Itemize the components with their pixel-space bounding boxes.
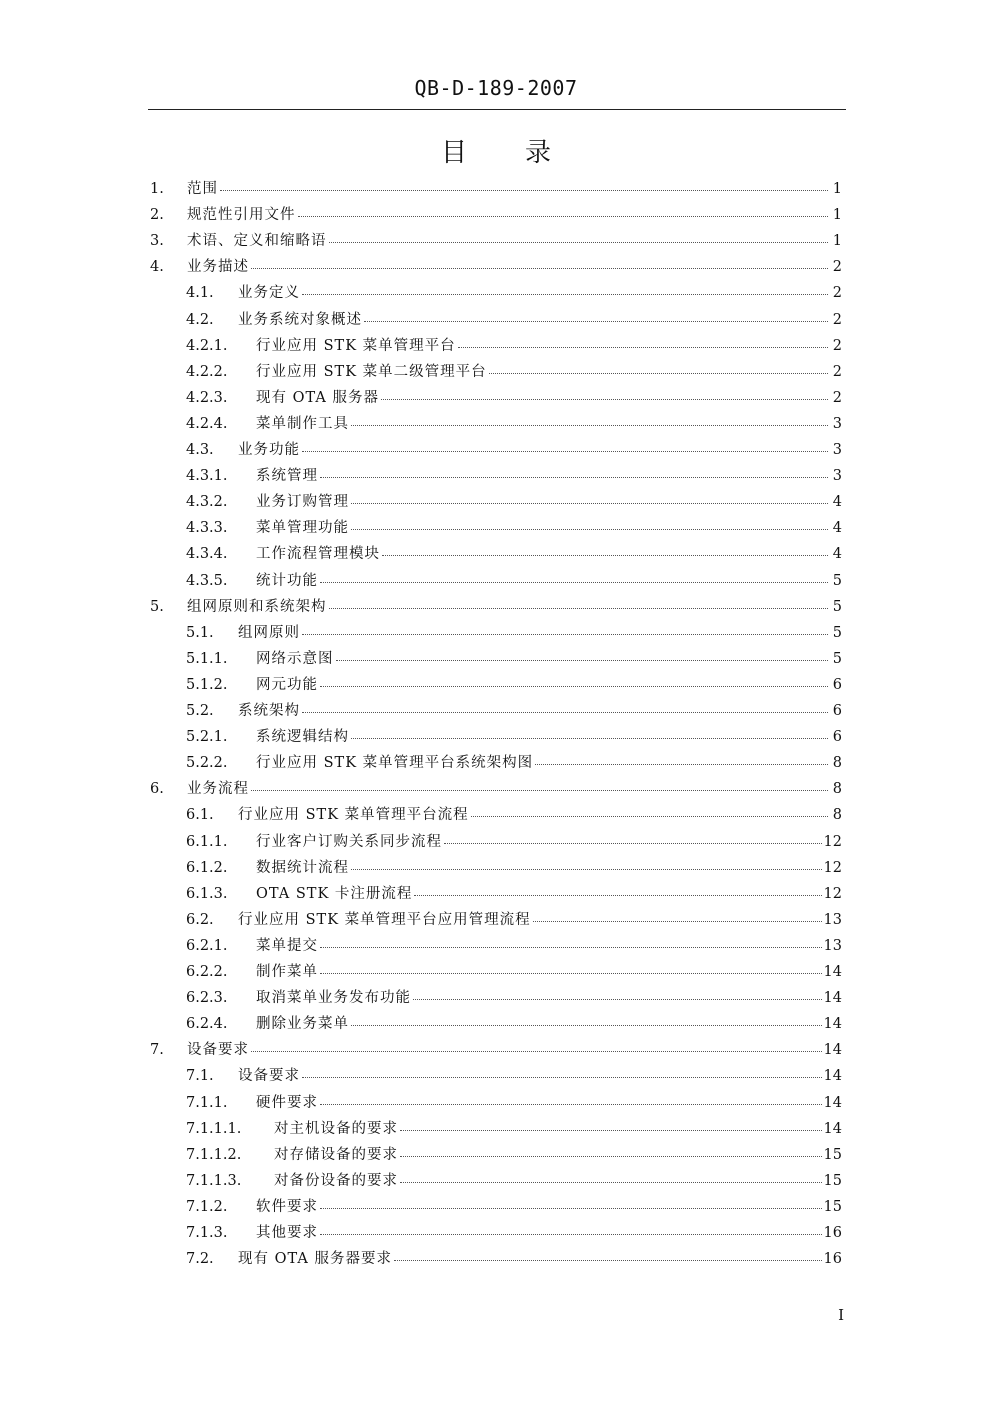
toc-entry-page: 6 [832, 676, 842, 693]
toc-entry[interactable] [0, 254, 992, 280]
toc-dot-leader [533, 910, 822, 924]
toc-entry-title: 对主机设备的要求 [274, 1120, 398, 1137]
toc-dot-leader [320, 1197, 822, 1211]
toc-dot-leader [535, 753, 828, 767]
toc-entry-title: 业务流程 [187, 781, 249, 798]
toc-dot-leader [489, 362, 828, 376]
toc-dot-leader [320, 571, 828, 585]
toc-dot-leader [251, 1040, 822, 1054]
toc-dot-leader [302, 623, 828, 637]
toc-entry-number: 7.1.2. [186, 1198, 228, 1215]
toc-entry[interactable] [0, 489, 992, 515]
toc-entry-page: 16 [823, 1225, 842, 1241]
toc-dot-leader [351, 518, 828, 532]
toc-entry-page: 2 [832, 285, 842, 302]
toc-entry-number: 7.1.1. [186, 1094, 228, 1111]
toc-entry[interactable] [0, 672, 992, 698]
toc-entry-title: 对存储设备的要求 [274, 1146, 398, 1163]
toc-entry[interactable] [0, 985, 992, 1011]
toc-entry-page: 14 [823, 990, 842, 1007]
toc-entry[interactable] [0, 568, 992, 594]
toc-entry-title: 系统架构 [238, 703, 300, 719]
toc-entry[interactable] [0, 1063, 992, 1089]
toc-dot-leader [351, 727, 828, 741]
toc-entry-number: 7.1.1.1. [186, 1120, 242, 1137]
toc-entry[interactable] [0, 646, 992, 672]
toc-entry[interactable] [0, 1037, 992, 1063]
toc-entry-number: 5.1.1. [186, 650, 228, 667]
toc-entry-page: 2 [832, 389, 842, 406]
toc-dot-leader [400, 1119, 822, 1133]
toc-entry-title: 软件要求 [256, 1198, 318, 1215]
toc-entry-number: 6.2.3. [186, 990, 228, 1007]
toc-entry-number: 4. [150, 259, 164, 276]
toc-entry[interactable] [0, 1194, 992, 1220]
toc-entry-title: 行业客户订购关系同步流程 [256, 833, 442, 850]
toc-entry-number: 4.3. [186, 442, 214, 458]
toc-entry-page: 1 [832, 233, 842, 250]
toc-entry-title: 行业应用 STK 菜单管理平台应用管理流程 [238, 911, 531, 928]
toc-entry-title: 术语、定义和缩略语 [187, 233, 327, 250]
toc-entry[interactable] [0, 776, 992, 802]
toc-entry-page: 5 [832, 650, 842, 667]
toc-entry-page: 12 [823, 885, 842, 902]
toc-entry[interactable] [0, 802, 992, 828]
toc-entry-page: 3 [832, 415, 842, 432]
toc-entry-number: 6.1.1. [186, 833, 228, 850]
toc-entry-title: 硬件要求 [256, 1094, 318, 1111]
toc-dot-leader [329, 231, 829, 245]
toc-dot-leader [336, 649, 829, 663]
toc-entry-number: 5. [150, 598, 164, 615]
toc-entry-number: 6.1.3. [186, 885, 228, 902]
toc-entry-title: 网元功能 [256, 676, 318, 693]
toc-dot-leader [302, 1066, 822, 1080]
toc-entry-number: 4.2.2. [186, 363, 228, 380]
toc-entry[interactable] [0, 1168, 992, 1194]
toc-entry-page: 2 [832, 337, 842, 354]
toc-entry-number: 4.2. [186, 311, 214, 328]
toc-dot-leader [364, 310, 828, 324]
toc-entry-title: OTA STK 卡注册流程 [256, 885, 413, 902]
toc-entry-title: 制作菜单 [256, 964, 318, 980]
toc-entry-title: 业务描述 [187, 259, 249, 276]
toc-dot-leader [400, 1171, 822, 1185]
toc-entry-number: 4.3.1. [186, 468, 228, 485]
toc-entry[interactable] [0, 959, 992, 985]
toc-entry[interactable] [0, 1011, 992, 1037]
toc-entry[interactable] [0, 829, 992, 855]
toc-entry-number: 7.1. [186, 1068, 214, 1085]
toc-entry[interactable] [0, 411, 992, 437]
toc-entry-title: 行业应用 STK 菜单管理平台系统架构图 [256, 755, 534, 772]
toc-entry-title: 系统逻辑结构 [256, 729, 349, 746]
toc-entry-title: 业务功能 [238, 442, 300, 458]
toc-entry-number: 6.1. [186, 807, 214, 824]
toc-entry-number: 7.1.3. [186, 1225, 228, 1241]
toc-entry-number: 5.2. [186, 703, 214, 719]
toc-entry-page: 2 [832, 259, 842, 276]
toc-entry-number: 7. [150, 1042, 164, 1059]
toc-title: 目录 [440, 138, 609, 168]
toc-entry-page: 15 [823, 1146, 842, 1163]
toc-entry-number: 7.2. [186, 1251, 214, 1268]
toc-entry-title: 现有 OTA 服务器 [256, 389, 379, 406]
toc-entry[interactable] [0, 881, 992, 907]
toc-entry-page: 3 [832, 442, 842, 458]
toc-entry-number: 4.2.1. [186, 337, 228, 354]
toc-entry-page: 5 [832, 624, 842, 641]
toc-entry-number: 4.2.4. [186, 415, 228, 432]
toc-entry-title: 行业应用 STK 菜单二级管理平台 [256, 363, 487, 380]
header-divider [148, 109, 846, 110]
toc-entry-page: 14 [823, 1068, 842, 1085]
toc-dot-leader [320, 1093, 822, 1107]
toc-entry[interactable] [0, 202, 992, 228]
toc-entry-number: 4.3.3. [186, 520, 228, 537]
toc-entry-title: 业务定义 [238, 285, 300, 302]
toc-entry-title: 统计功能 [256, 572, 318, 589]
toc-entry[interactable] [0, 176, 992, 202]
toc-entry-number: 4.1. [186, 285, 214, 302]
toc-dot-leader [320, 675, 828, 689]
toc-entry-title: 规范性引用文件 [187, 207, 296, 224]
toc-entry-page: 6 [832, 729, 842, 746]
toc-entry-title: 菜单提交 [256, 937, 318, 954]
toc-entry-page: 8 [832, 781, 842, 798]
toc-entry[interactable] [0, 1220, 992, 1246]
toc-entry[interactable] [0, 594, 992, 620]
toc-entry-page: 14 [823, 1042, 842, 1059]
toc-entry-title: 现有 OTA 服务器要求 [238, 1251, 392, 1268]
toc-entry-title: 组网原则和系统架构 [187, 598, 327, 615]
toc-entry-number: 5.2.2. [186, 755, 228, 772]
toc-entry[interactable] [0, 437, 992, 463]
toc-entry-title: 工作流程管理模块 [256, 546, 380, 563]
toc-entry[interactable] [0, 724, 992, 750]
toc-dot-leader [251, 257, 828, 271]
toc-entry-title: 业务系统对象概述 [238, 311, 362, 328]
toc-entry-page: 13 [823, 911, 842, 928]
toc-dot-leader [329, 597, 829, 611]
toc-entry-page: 4 [832, 520, 842, 537]
toc-entry[interactable] [0, 933, 992, 959]
toc-entry-number: 6.1.2. [186, 859, 228, 876]
toc-entry-page: 15 [823, 1172, 842, 1189]
toc-entry-title: 业务订购管理 [256, 494, 349, 511]
toc-dot-leader [302, 701, 828, 715]
toc-entry-title: 行业应用 STK 菜单管理平台流程 [238, 807, 469, 824]
toc-entry[interactable] [0, 541, 992, 567]
toc-entry-number: 6.2.2. [186, 964, 228, 980]
toc-entry-page: 8 [832, 807, 842, 824]
toc-entry-page: 14 [823, 964, 842, 980]
toc-entry-page: 12 [823, 833, 842, 850]
toc-entry-number: 5.1.2. [186, 676, 228, 693]
toc-dot-leader [351, 1014, 822, 1028]
toc-dot-leader [351, 858, 822, 872]
toc-entry[interactable] [0, 1116, 992, 1142]
toc-entry-page: 13 [823, 937, 842, 954]
toc-entry-number: 5.1. [186, 624, 214, 641]
toc-entry-page: 1 [832, 181, 842, 197]
toc-entry-title: 取消菜单业务发布功能 [256, 990, 411, 1007]
toc-entry-page: 5 [832, 572, 842, 589]
toc-entry-number: 4.3.2. [186, 494, 228, 511]
toc-entry[interactable] [0, 515, 992, 541]
toc-entry[interactable] [0, 1090, 992, 1116]
toc-entry[interactable] [0, 1142, 992, 1168]
toc-entry-number: 4.2.3. [186, 389, 228, 406]
toc-dot-leader [471, 805, 828, 819]
toc-entry[interactable] [0, 333, 992, 359]
toc-entry-number: 6. [150, 781, 164, 798]
document-code: QB-D-189-2007 [414, 76, 578, 100]
toc-entry-title: 范围 [187, 181, 218, 197]
toc-dot-leader [413, 988, 822, 1002]
toc-entry[interactable] [0, 359, 992, 385]
toc-entry-number: 3. [150, 233, 164, 250]
toc-entry-number: 6.2. [186, 911, 214, 928]
toc-entry-page: 14 [823, 1016, 842, 1033]
toc-entry[interactable] [0, 750, 992, 776]
toc-entry[interactable] [0, 1246, 992, 1272]
toc-entry-title: 菜单管理功能 [256, 520, 349, 537]
toc-dot-leader [320, 936, 822, 950]
toc-entry-title: 行业应用 STK 菜单管理平台 [256, 337, 456, 354]
toc-entry-title: 组网原则 [238, 624, 300, 641]
toc-entry-page: 3 [832, 468, 842, 485]
toc-entry-number: 2. [150, 207, 164, 224]
toc-entry-title: 设备要求 [238, 1068, 300, 1085]
toc-entry-title: 删除业务菜单 [256, 1016, 349, 1033]
toc-entry-title: 对备份设备的要求 [274, 1172, 398, 1189]
toc-entry[interactable] [0, 307, 992, 333]
toc-entry[interactable] [0, 280, 992, 306]
toc-entry-number: 5.2.1. [186, 729, 228, 746]
toc-dot-leader [298, 205, 829, 219]
toc-entry-title: 数据统计流程 [256, 859, 349, 876]
toc-dot-leader [351, 414, 828, 428]
toc-entry[interactable] [0, 463, 992, 489]
toc-entry-page: 1 [832, 207, 842, 224]
toc-entry-title: 其他要求 [256, 1225, 318, 1241]
toc-dot-leader [394, 1249, 822, 1263]
toc-dot-leader [351, 492, 828, 506]
toc-entry-title: 系统管理 [256, 468, 318, 485]
toc-entry-page: 14 [823, 1120, 842, 1137]
toc-dot-leader [302, 440, 828, 454]
toc-entry-page: 2 [832, 363, 842, 380]
toc-entry[interactable] [0, 855, 992, 881]
toc-entry-page: 4 [832, 494, 842, 511]
toc-entry[interactable] [0, 907, 992, 933]
toc-entry-page: 6 [832, 703, 842, 719]
toc-entry-page: 4 [832, 546, 842, 563]
toc-entry-page: 2 [832, 311, 842, 328]
page-number: I [838, 1306, 844, 1324]
toc-entry-title: 设备要求 [187, 1042, 249, 1059]
toc-dot-leader [414, 884, 821, 898]
toc-entry-number: 6.2.1. [186, 937, 228, 954]
toc-entry-title: 菜单制作工具 [256, 415, 349, 432]
toc-entry[interactable] [0, 620, 992, 646]
toc-entry-page: 8 [832, 755, 842, 772]
toc-entry[interactable] [0, 228, 992, 254]
toc-dot-leader [220, 179, 828, 193]
toc-entry-page: 16 [823, 1251, 842, 1268]
toc-entry-page: 5 [832, 598, 842, 615]
toc-dot-leader [400, 1145, 822, 1159]
toc-entry[interactable] [0, 385, 992, 411]
toc-dot-leader [458, 336, 828, 350]
toc-dot-leader [320, 962, 822, 976]
toc-dot-leader [444, 832, 822, 846]
toc-dot-leader [320, 1223, 822, 1237]
toc-entry-page: 14 [823, 1094, 842, 1111]
toc-entry-number: 4.3.5. [186, 572, 228, 589]
toc-entry-page: 12 [823, 859, 842, 876]
toc-entry-title: 网络示意图 [256, 650, 334, 667]
toc-dot-leader [302, 283, 828, 297]
toc-entry-number: 6.2.4. [186, 1016, 228, 1033]
toc-entry-number: 1. [150, 181, 164, 197]
toc-entry[interactable] [0, 698, 992, 724]
toc-dot-leader [382, 544, 828, 558]
toc-entry-number: 7.1.1.3. [186, 1172, 242, 1189]
toc-entry-number: 4.3.4. [186, 546, 228, 563]
toc-dot-leader [251, 779, 828, 793]
toc-entry-number: 7.1.1.2. [186, 1146, 242, 1163]
toc-dot-leader [381, 388, 828, 402]
toc-dot-leader [320, 466, 828, 480]
toc-entry-page: 15 [823, 1198, 842, 1215]
